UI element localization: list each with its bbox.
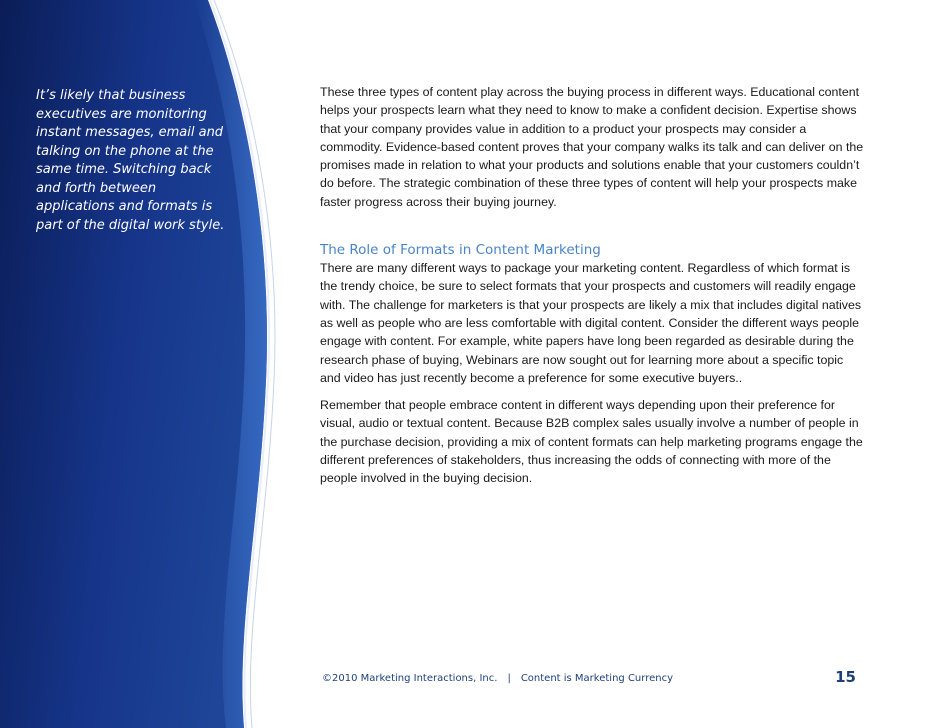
formats-paragraph-1: There are many different ways to package your marketing content. Regardless of which format is the trendy choice, be sure to select formats that your prospects and customers will readily engage with. The challenge for marketers is that your prospects are likely a mix that includes digital natives as well as people who are less comfortable with digital content. Consider the different ways people engage with content. For example, white papers have long been regarded as desirable during the research phase of buying, Webinars are now sought out for learning more about a specific topic and video has just recently become a preference for some executive buyers.. xyxy=(320,261,862,385)
main-content xyxy=(320,83,865,488)
page-number: 15 xyxy=(835,668,856,686)
intro-paragraph: These three types of content play across the buying process in different ways. Educational content helps your prospects learn what they need to know to make a confident decision. Expertise shows that your company provides value in addition to a product your prospects may consider a commodity. Evidence-based content proves that your company walks its talk and can deliver on the promises made in relation to what your products and solutions enable that your customers couldn’t do before. The strategic combination of these three types of content will help your prospects make faster progress across their buying journey. xyxy=(320,85,864,209)
footer-document-title: Content is Marketing Currency xyxy=(520,673,673,684)
footer-separator: | xyxy=(507,673,511,684)
footer-text xyxy=(322,673,673,684)
footer-copyright: ©2010 Marketing Interactions, Inc. xyxy=(322,673,498,684)
page-footer xyxy=(322,668,862,690)
sidebar-pull-quote: It’s likely that business executives are monitoring instant messages, email and talking on the phone at the same time. Switching back and forth between applications and formats is part of the digital work style. xyxy=(36,88,225,233)
section-heading: The Role of Formats in Content Marketing xyxy=(320,242,601,259)
formats-paragraph-2: Remember that people embrace content in different ways depending upon their preference for visual, audio or textual content. Because B2B complex sales usually involve a number of people in the purchase decision, providing a mix of content formats can help marketing programs engage the different preferences of stakeholders, thus increasing the odds of connecting with more of the people involved in the buying decision. xyxy=(320,398,863,486)
